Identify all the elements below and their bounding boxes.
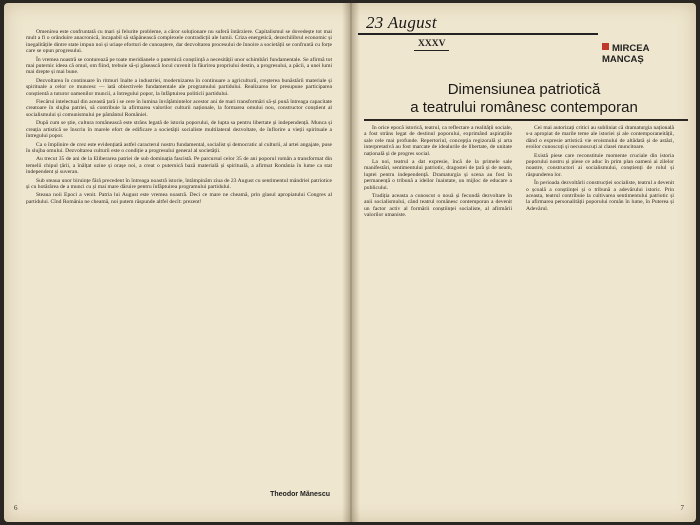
article-title-line: Dimensiunea patriotică: [447, 81, 601, 98]
paragraph: În vremea noastră se conturează pe toate meridianele o puternică conștiință a necesității unor schimbări fundamentale. Se afirmă tot mai puternic ideea că omul, om fiind, trebuie să-și găsească locul cuvenit în făurirea propriului destin, a progresului, a păcii, a unei lumi mai drepte și mai bune.: [26, 56, 332, 76]
magazine-spread: [4, 3, 696, 522]
paragraph: După cum se știe, cultura românească este strâns legată de istoria poporului, de lupta sa pentru libertate și independență. Munca și creația artistică se înscriu în marele efort de edificare a societății socialiste multilateral dezvoltate, de înflorire a vieții spirituale a întregului popor.: [26, 120, 332, 140]
article-column-2: [526, 125, 674, 515]
author-last-name: MANCAȘ: [602, 54, 644, 65]
author-name: [602, 43, 682, 65]
paragraph: Cei mai autorizați critici au subliniat că dramaturgia națională s-a apropiat de marile teme ale istoriei și ale contemporaneității, dând o expresie artistică vie eroismului de altădată și de astăzi, eroilor cunoscuți și necunoscuți ai clasei muncitoare.: [526, 125, 674, 151]
paragraph: În orice epocă istorică, teatrul, ca reflectare a realității sociale, a fost strâns legat de destinul poporului, exprimând aspirațiile sale cele mai profunde. Repertoriul, concepția regizorală și arta interpretativă au fost marcate de idealurile de libertate, de unitate națională și de progres social.: [364, 125, 512, 157]
header-rule: [358, 33, 598, 35]
paragraph: Tradiția aceasta a cunoscut o nouă și fecundă dezvoltare în anii socialismului, când teatrul românesc contemporan a devenit un factor activ al formării conștiinței socialiste, al afirmării valorilor umaniste.: [364, 193, 512, 219]
left-page: [4, 3, 348, 522]
author-first-name: MIRCEA: [612, 43, 650, 54]
square-bullet-icon: [602, 43, 609, 50]
article-signature: Theodor Mănescu: [270, 491, 330, 498]
paragraph: Există piese care reconstituie momente cruciale din istoria poporului nostru și piese ce aduc în prim plan oameni ai zilelor noastre, constructori ai socialismului, conștienți de rolul și răspunderea lor.: [526, 152, 674, 178]
paragraph: Fiecărui intelectual din această țară i se cere în lumina învățămintelor acestor ani de mari transformări să-și pună întreaga capacitate creatoare în slujba patriei, să contribuie la afirmarea valorilor culturii naționale, la formarea omului nou, constructor conștient al socialismului și comunismului pe pământul României.: [26, 99, 332, 118]
right-page: [354, 3, 696, 522]
page-number-left: 6: [14, 504, 18, 512]
paragraph: În perioada dezvoltării construcției socialiste, teatrul a devenit o școală a conștiinței și o tribună a adevărului istoric. Prin aceasta, teatrul contribuie la cultivarea sentimentului patriotic și la afirmarea personalității poporului român în lume, în Puterea și Adevărul.: [526, 180, 674, 212]
paragraph: Dezvoltarea în continuare în ritmuri înalte a industriei, modernizarea în continuare a agriculturii, creșterea bunăstării materiale și spirituale a celor ce muncesc — iată obiectivele fundamentale ale programului partidului. Realizarea lor presupune participarea conștientă a tuturor oamenilor muncii, a întregului popor, la înfăptuirea politicii partidului.: [26, 77, 332, 97]
section-date-title: 23 August: [366, 13, 437, 32]
paragraph: Sub steaua unor biruințe fără precedent în întreaga noastră istorie, întâmpinăm ziua de 23 August cu sentimentul mândriei patriotice și cu hotărârea de a munci cu și mai mare dăruire pentru înfăptuirea programului partidului.: [26, 177, 332, 190]
page-number-right: 7: [680, 504, 684, 512]
anniversary-numeral: XXXV: [414, 39, 449, 51]
article-title: [374, 81, 674, 117]
paragraph: La noi, teatrul a dat expresie, încă de la primele sale manifestări, sentimentului patriotic, dragostei de țară și de neam, luptei pentru independență. Dramaturgia și scena au fost în permanență o tribună a ideilor înaintate, un mijloc de educare a publicului.: [364, 159, 512, 191]
paragraph: Au trecut 35 de ani de la Eliberarea patriei de sub dominația fascistă. Pe parcursul celor 35 de ani poporul român a transformat din temelii chipul țării, a înălțat uzine și orașe noi, a creat o puternică bază materială și spirituală, a afirmat România în lume ca stat independent și suveran.: [26, 156, 332, 176]
article-title-line: a teatrului românesc contemporan: [410, 99, 638, 116]
paragraph: Omenirea este confruntată cu mari și felurite probleme, a căror soluționare nu suferă întârziere. Capitalismul se dovedește tot mai mult a fi o orânduire anacronică, incapabil să stăpânească complexele contradicții ale lumii. Criza energetică, dezechilibrul economic și inegalitățile dintre state impun noi și uriașe eforturi de cunoaștere, dar dezvoltarea procesului de înnoire a societății se confruntă cu forțe care se opun progresului.: [26, 29, 332, 55]
left-page-text-column: [26, 29, 332, 479]
paragraph: Ca o împlinire de crez este evidențiată astfel caracterul nostru fundamental, socialist și democratic al culturii, al artei angajate, puse în slujba omului. Dezvoltarea culturii este o condiție a progresului general al societății.: [26, 141, 332, 154]
title-rule: [364, 119, 688, 121]
article-column-1: [364, 125, 512, 515]
paragraph: Steaua noii Epoci a venit. Patria lui August este vremea noastră. Deci ce mare ne cheamă, prin glasul apropiatului Congres al partidului. Cînd România ne cheamă, noi putem răspunde altfel decît: prezent!: [26, 192, 332, 205]
